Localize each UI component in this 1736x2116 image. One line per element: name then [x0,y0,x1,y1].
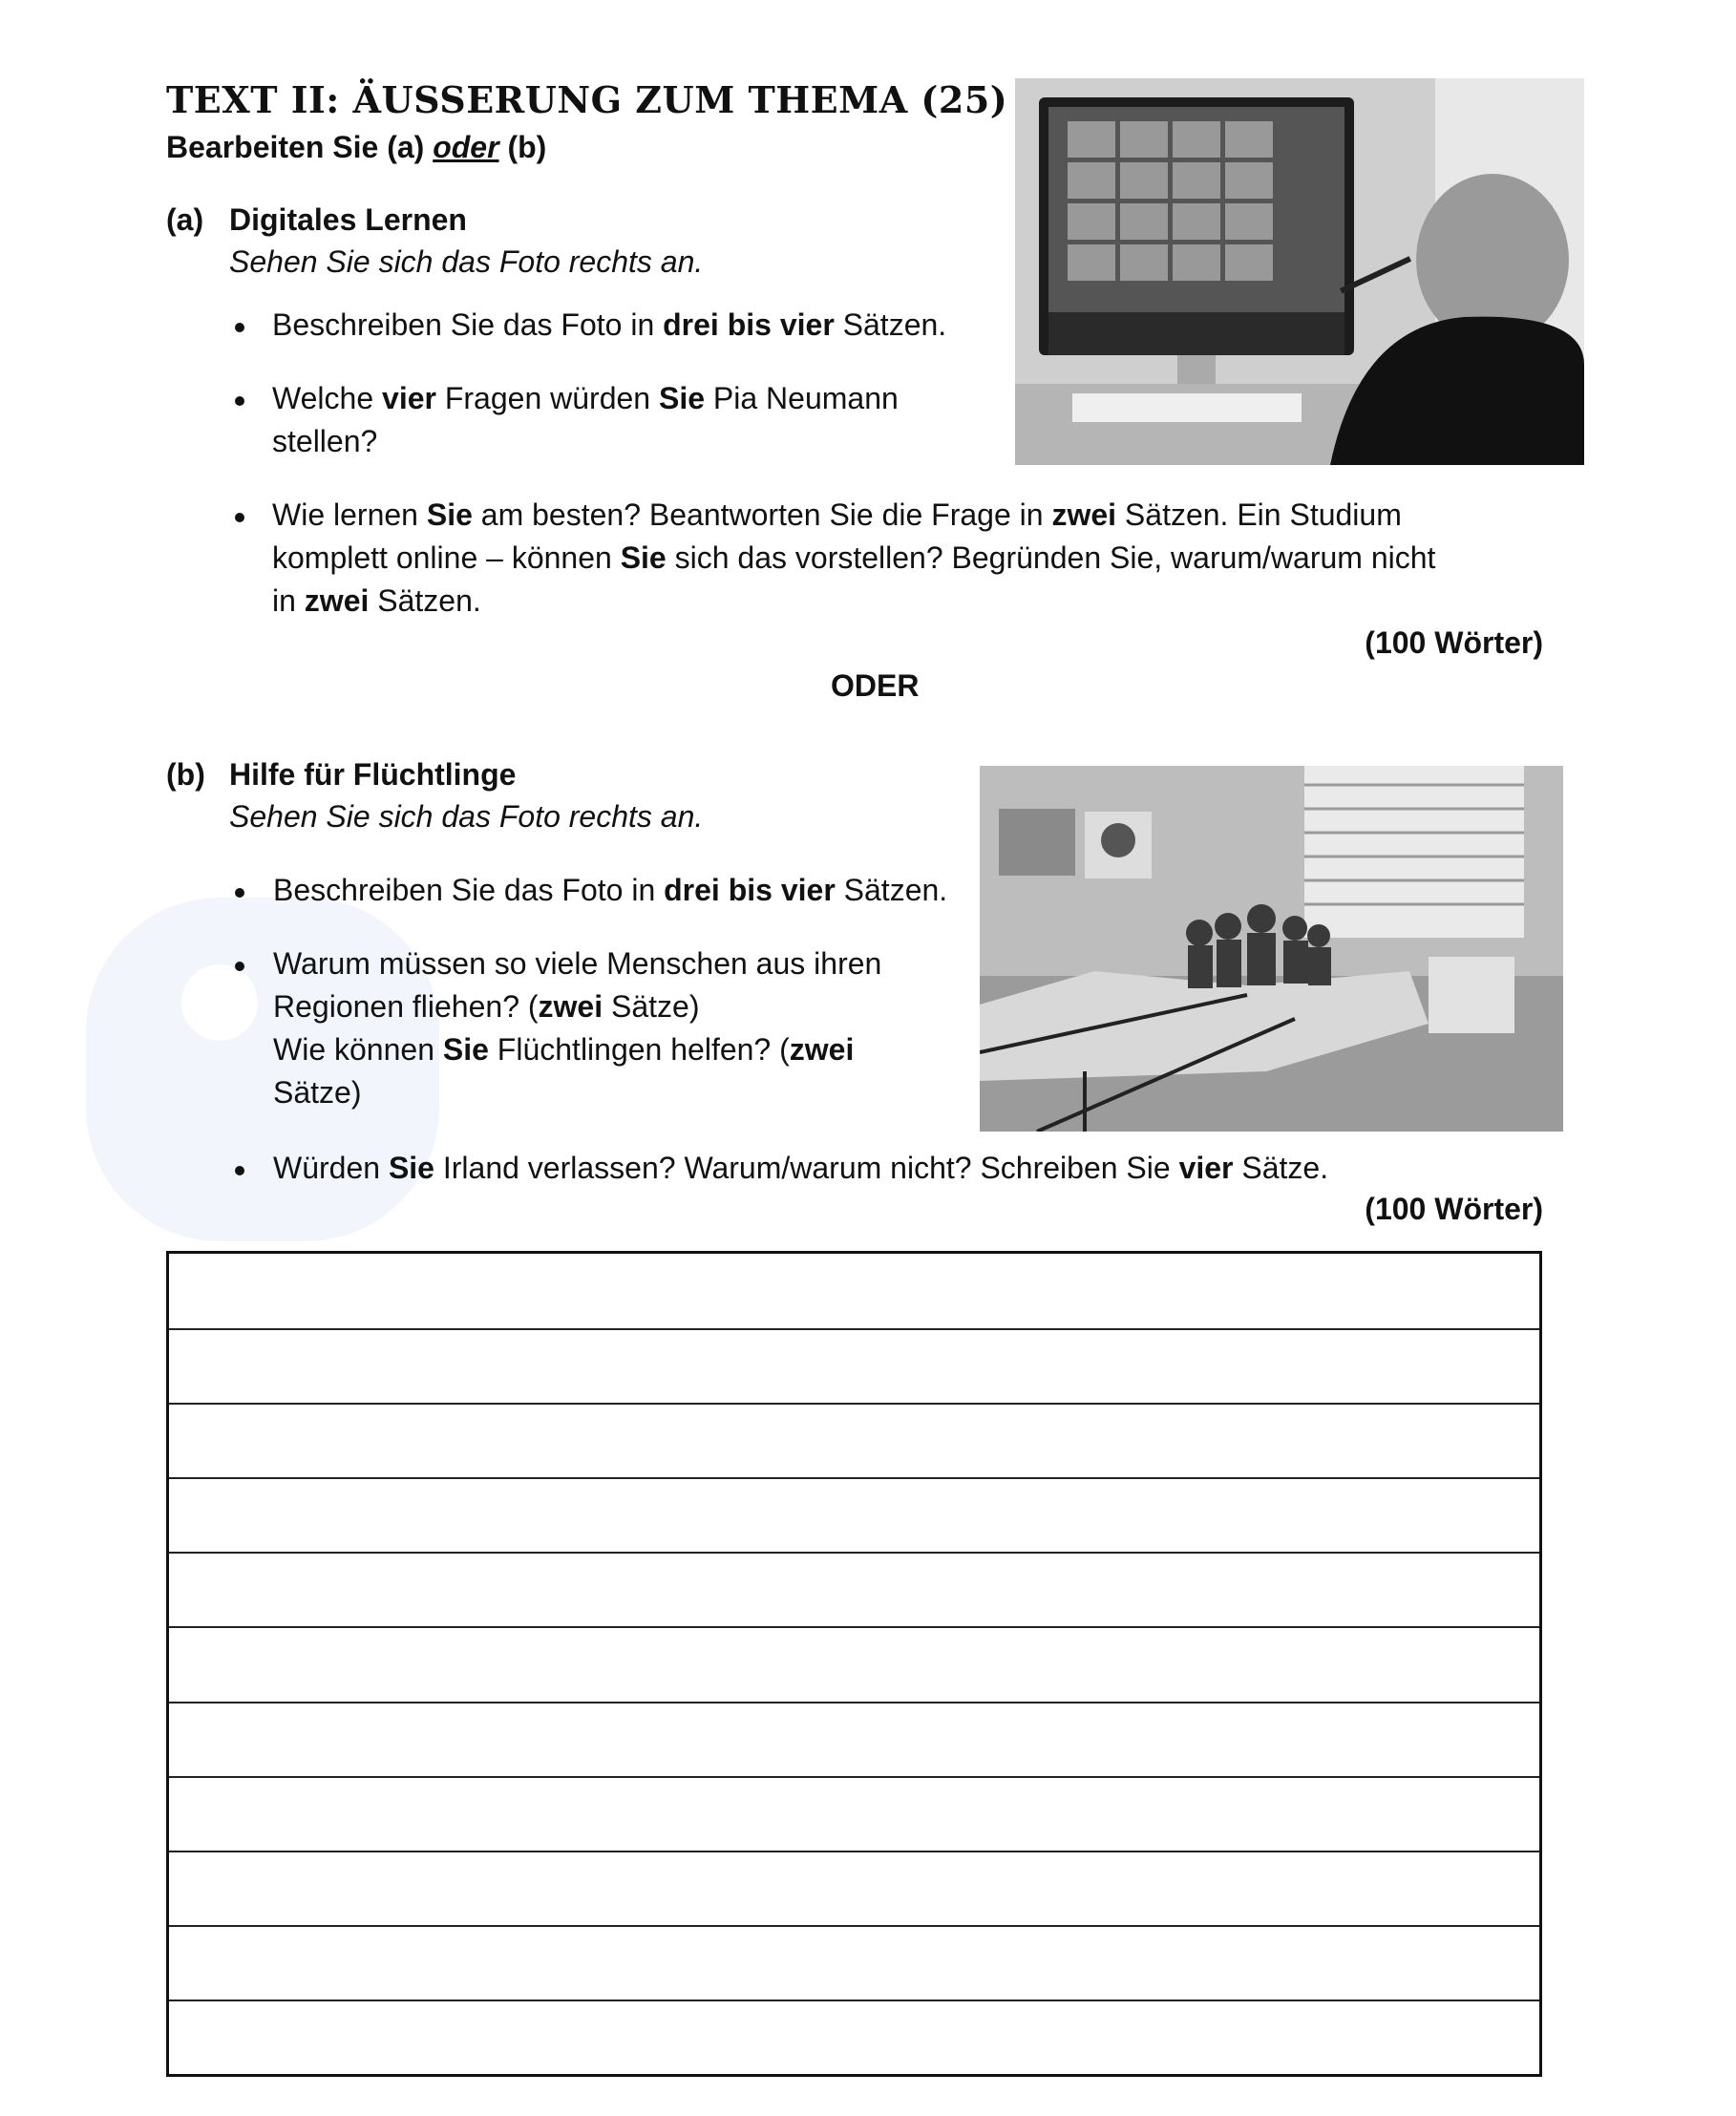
answer-line [169,1776,1539,1778]
photo-digital-learning [1015,78,1584,465]
answer-line [169,2000,1539,2001]
separator-oder: ODER [831,668,920,703]
answer-line [169,1626,1539,1628]
word-count-b: (100 Wörter) [1365,1192,1543,1226]
photo-refugees [980,766,1563,1132]
task-a-label: (a) [166,202,204,237]
task-b-bullet-2: Warum müssen so viele Menschen aus ihren Regionen fliehen? (zwei Sätze) Wie können Sie Flüchtlingen helfen? (zwei Sätze) [273,946,882,1110]
bullet-icon [235,962,244,971]
bullet-icon [235,513,244,522]
answer-line [169,1925,1539,1927]
answer-line [169,1477,1539,1479]
task-a-bullet-3: Wie lernen Sie am besten? Beantworten Sie die Frage in zwei Sätzen. Ein Studium komplett online – können Sie sich das vorstellen? Begründen Sie, warum/warum nicht in zwei Sätzen. [272,497,1436,618]
answer-line [169,1552,1539,1554]
task-a-heading: Digitales Lernen [229,202,467,237]
task-b-intro: Sehen Sie sich das Foto rechts an. [229,799,704,834]
answer-line [169,1328,1539,1330]
word-count-a: (100 Wörter) [1365,625,1543,660]
answer-line [169,1702,1539,1703]
answer-writing-area[interactable] [166,1251,1542,2077]
task-a-bullet-1: Beschreiben Sie das Foto in drei bis vier Sätzen. [272,307,947,342]
page-title: TEXT II: ÄUSSERUNG ZUM THEMA (25) [166,78,1008,121]
task-b-label: (b) [166,757,205,792]
answer-line [169,1403,1539,1405]
bullet-icon [235,1166,244,1175]
task-b-heading: Hilfe für Flüchtlinge [229,757,517,792]
bullet-icon [235,396,244,406]
bullet-icon [235,888,244,898]
task-a-intro: Sehen Sie sich das Foto rechts an. [229,244,704,279]
task-b-bullet-3: Würden Sie Irland verlassen? Warum/warum nicht? Schreiben Sie vier Sätze. [273,1151,1329,1185]
instruction-line: Bearbeiten Sie (a) oder (b) [166,130,547,164]
task-a-bullet-2: Welche vier Fragen würden Sie Pia Neumann stellen? [272,381,899,458]
task-b-bullet-1: Beschreiben Sie das Foto in drei bis vier Sätzen. [273,873,948,907]
answer-line [169,1851,1539,1852]
bullet-icon [235,323,244,332]
